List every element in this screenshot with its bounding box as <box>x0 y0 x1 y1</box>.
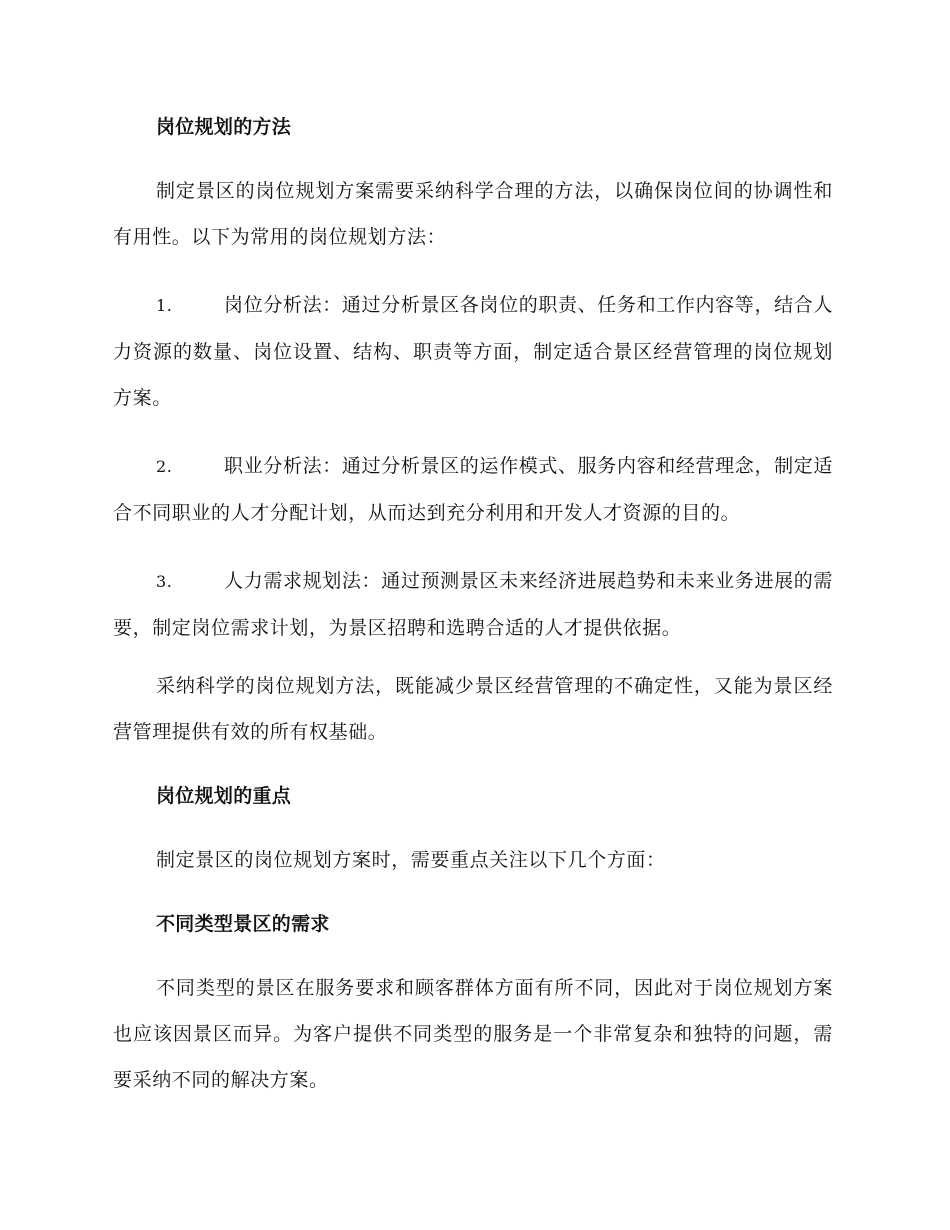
list-item-text: 岗位分析法：通过分析景区各岗位的职责、任务和工作内容等，结合人力资源的数量、岗位设置、结构、职责等方面，制定适合景区经营管理的岗位规划方案。 <box>113 294 833 409</box>
paragraph-methods-conclusion: 采纳科学的岗位规划方法，既能减少景区经营管理的不确定性，又能为景区经营管理提供有效的所有权基础。 <box>113 675 833 743</box>
list-number: 3. <box>156 572 173 591</box>
list-item-3 <box>113 558 833 651</box>
document-content <box>113 112 833 1103</box>
section-heading-methods: 岗位规划的方法 <box>156 116 292 138</box>
section-heading-needs: 不同类型景区的需求 <box>156 913 330 935</box>
list-item-2 <box>113 443 833 536</box>
paragraph-needs-body: 不同类型的景区在服务要求和顾客群体方面有所不同，因此对于岗位规划方案也应该因景区而异。为客户提供不同类型的服务是一个非常复杂和独特的问题，需要采纳不同的解决方案。 <box>113 977 833 1091</box>
paragraph-focus-intro: 制定景区的岗位规划方案时，需要重点关注以下几个方面： <box>156 849 666 871</box>
list-number: 1. <box>156 296 173 315</box>
list-item-1 <box>113 282 833 421</box>
list-item-text: 职业分析法：通过分析景区的运作模式、服务内容和经营理念，制定适合不同职业的人才分配计划，从而达到充分利用和开发人才资源的目的。 <box>113 455 833 524</box>
paragraph-methods-intro: 制定景区的岗位规划方案需要采纳科学合理的方法，以确保岗位间的协调性和有用性。以下为常用的岗位规划方法： <box>113 180 833 248</box>
list-item-text: 人力需求规划法：通过预测景区未来经济进展趋势和未来业务进展的需要，制定岗位需求计划，为景区招聘和选聘合适的人才提供依据。 <box>113 570 833 639</box>
section-heading-focus: 岗位规划的重点 <box>156 785 292 807</box>
list-number: 2. <box>156 457 173 476</box>
